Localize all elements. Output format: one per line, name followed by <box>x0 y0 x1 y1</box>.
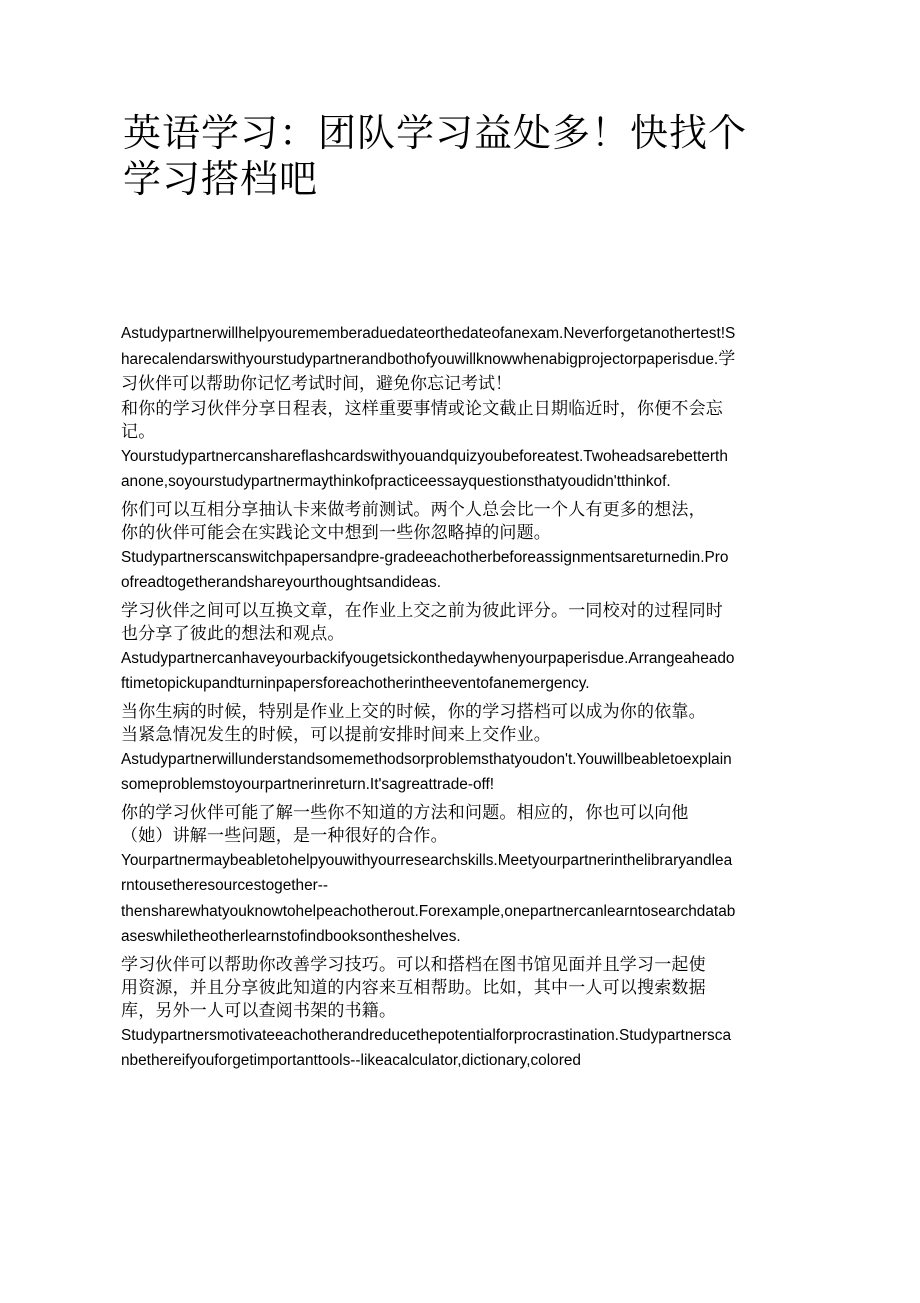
page-title: 英语学习：团队学习益处多！快找个学习搭档吧 <box>123 111 748 201</box>
paragraph-en-5: Astudypartnerwillunderstandsomemethodsorproblemsthatyoudon't.Youwillbeabletoexplainsomeproblemstoyourpartnerinreturn.It'sagreattrade-off! <box>121 750 732 793</box>
paragraph-en-2: Yourstudypartnercanshareflashcardswithyouandquizyoubeforeatest.Twoheadsarebetterthanone,soyourstudypartnermaythinkofpracticeessayquestionsthatyoudidn'tthinkof. <box>121 447 728 490</box>
paragraph-zh-1-inline: 学习伙伴可以帮助你记忆考试时间，避免你忘记考试！ <box>121 348 736 394</box>
paragraph-zh-4b: 当紧急情况发生的时候，可以提前安排时间来上交作业。 <box>121 724 551 745</box>
paragraph-zh-1: 和你的学习伙伴分享日程表，这样重要事情或论文截止日期临近时，你便不会忘记。 <box>121 398 723 442</box>
paragraph-zh-5b: （她）讲解一些问题，是一种很好的合作。 <box>121 825 448 846</box>
paragraph-en-7: Studypartnersmotivateeachotherandreducethepotentialforprocrastination.Studypartnerscanbethereifyouforgetimportanttools--likeacalculator,dictionary,colored <box>121 1026 732 1069</box>
paragraph-zh-4a: 当你生病的时候，特别是作业上交的时候，你的学习搭档可以成为你的依靠。 <box>121 701 706 722</box>
paragraph-zh-6a: 学习伙伴可以帮助你改善学习技巧。可以和搭档在图书馆见面并且学习一起使 <box>121 954 706 975</box>
paragraph-en-6b: thensharewhatyouknowtohelpeachotherout.Forexample,onepartnercanlearntosearchdatabaseswhiletheotherlearnstofindbooksontheshelves. <box>121 902 736 945</box>
paragraph-en-4: Astudypartnercanhaveyourbackifyougetsickonthedaywhenyourpaperisdue.Arrangeaheadoftimetopickupandturninpapersforeachotherintheeventofanemergency. <box>121 649 735 692</box>
paragraph-zh-6b: 用资源，并且分享彼此知道的内容来互相帮助。比如，其中一人可以搜索数据库，另外一人可以查阅书架的书籍。 <box>121 977 706 1021</box>
paragraph-en-1 <box>121 321 736 398</box>
paragraph-en-3: Studypartnerscanswitchpapersandpre-gradeeachotherbeforeassignmentsareturnedin.Proofreadtogetherandshareyourthoughtsandideas. <box>121 548 729 591</box>
paragraph-en-1-text: Astudypartnerwillhelpyourememberaduedateorthedateofanexam.Neverforgetanothertest!Sharecalendarswithyourstudypartnerandbothofyouwillknowwhenabigprojectorpaperisdue. <box>121 325 736 368</box>
article-body <box>121 321 736 1074</box>
paragraph-zh-2b: 你的伙伴可能会在实践论文中想到一些你忽略掉的问题。 <box>121 522 551 543</box>
paragraph-zh-2a: 你们可以互相分享抽认卡来做考前测试。两个人总会比一个人有更多的想法， <box>121 499 706 520</box>
paragraph-zh-3: 学习伙伴之间可以互换文章，在作业上交之前为彼此评分。一同校对的过程同时也分享了彼此的想法和观点。 <box>121 600 723 644</box>
paragraph-en-6a: Yourpartnermaybeabletohelpyouwithyourresearchskills.Meetyourpartnerinthelibraryandlearntousetheresourcestogether-- <box>121 851 733 894</box>
paragraph-zh-5a: 你的学习伙伴可能了解一些你不知道的方法和问题。相应的，你也可以向他 <box>121 802 689 823</box>
